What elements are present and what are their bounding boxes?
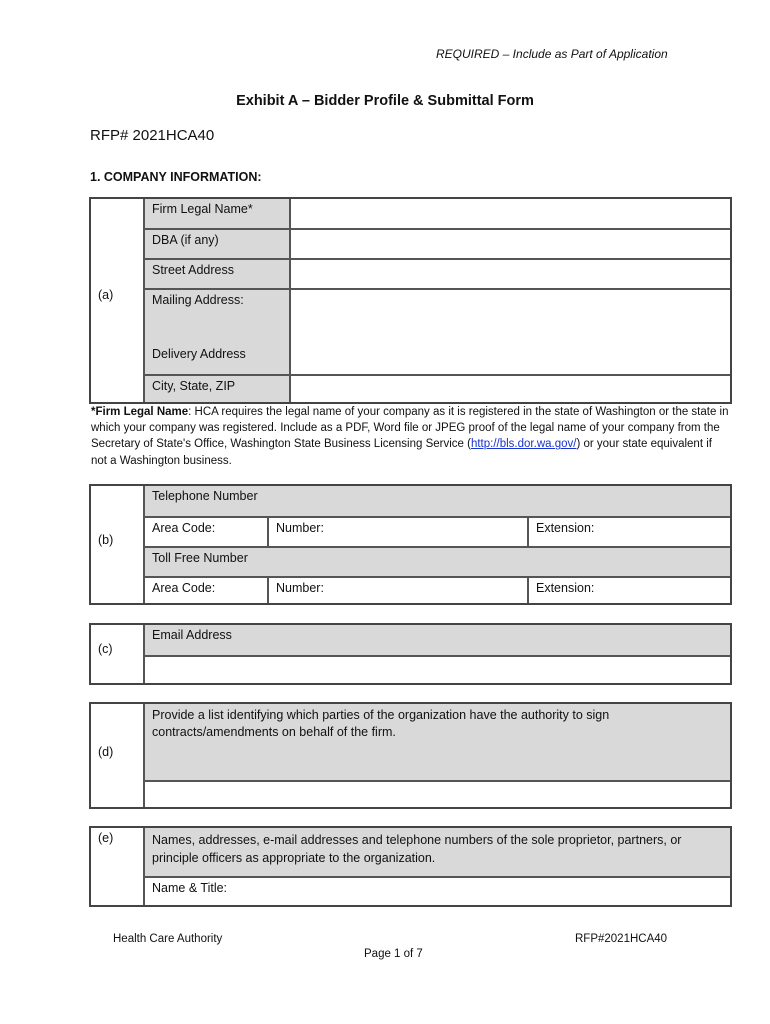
firm-legal-name-field[interactable] — [289, 199, 730, 228]
page-number: Page 1 of 7 — [364, 948, 423, 960]
mailing-address-label: Mailing Address: — [152, 293, 244, 307]
row-label-b: (b) — [98, 533, 114, 547]
telephone-table — [89, 484, 732, 605]
bls-link[interactable]: http://bls.dor.wa.gov/ — [470, 438, 577, 451]
page-title: Exhibit A – Bidder Profile & Submittal Form — [236, 93, 534, 109]
email-table — [89, 623, 732, 685]
extension-field[interactable]: Extension: — [527, 516, 730, 546]
firm-legal-name-label: Firm Legal Name* — [143, 199, 290, 228]
footer-right: RFP#2021HCA40 — [575, 933, 668, 945]
row-label-d: (d) — [98, 745, 114, 759]
row-label-c: (c) — [98, 642, 113, 656]
dba-field[interactable] — [289, 228, 730, 258]
footer-left: Health Care Authority — [113, 933, 223, 945]
toll-free-number-field[interactable]: Number: — [267, 576, 528, 603]
section-heading: 1. COMPANY INFORMATION: — [90, 170, 262, 184]
street-address-label: Street Address — [143, 258, 290, 288]
number-field[interactable]: Number: — [267, 516, 528, 546]
row-label-e: (e) — [98, 831, 114, 845]
firm-legal-name-note — [91, 404, 731, 469]
area-code-field[interactable]: Area Code: — [143, 516, 268, 546]
officers-heading: Names, addresses, e-mail addresses and telephone numbers of the sole proprietor, partners, or principle officers as appropriate to the organization. — [143, 828, 730, 876]
name-title-field[interactable]: Name & Title: — [143, 876, 730, 905]
mailing-address-field[interactable] — [289, 288, 730, 374]
required-note: REQUIRED – Include as Part of Application — [436, 47, 668, 61]
dba-label: DBA (if any) — [143, 228, 290, 258]
company-info-table — [89, 197, 732, 404]
toll-free-area-code-field[interactable]: Area Code: — [143, 576, 268, 603]
telephone-heading: Telephone Number — [143, 486, 730, 516]
signing-authority-table — [89, 702, 732, 809]
note-text-end: ) or your state equivalent if not a Washington business. — [91, 438, 712, 467]
toll-free-heading: Toll Free Number — [143, 546, 730, 576]
email-heading: Email Address — [143, 625, 730, 655]
officers-table — [89, 826, 732, 907]
note-bold-lead: *Firm Legal Name — [91, 406, 189, 418]
street-address-field[interactable] — [289, 258, 730, 288]
toll-free-extension-field[interactable]: Extension: — [527, 576, 730, 603]
delivery-address-label: Delivery Address — [152, 347, 246, 361]
city-state-zip-label: City, State, ZIP — [143, 374, 290, 402]
rfp-number: RFP# 2021HCA40 — [90, 127, 215, 144]
mailing-address-label-cell — [143, 288, 290, 374]
city-state-zip-field[interactable] — [289, 374, 730, 402]
signing-authority-heading: Provide a list identifying which parties of the organization have the authority to sign contracts/amendments on behalf of the firm. — [143, 704, 730, 780]
note-text: : HCA requires the legal name of your company as it is registered in the state of Washington or the state in which your company was registered. Include as a PDF, Word file or JPEG proof of the legal name of your company from the Secretary of State's Office, Washington State Business Licensing Service ( — [91, 406, 729, 451]
row-label-a: (a) — [98, 288, 114, 302]
signing-authority-field[interactable] — [143, 780, 730, 807]
email-field[interactable] — [143, 655, 730, 683]
